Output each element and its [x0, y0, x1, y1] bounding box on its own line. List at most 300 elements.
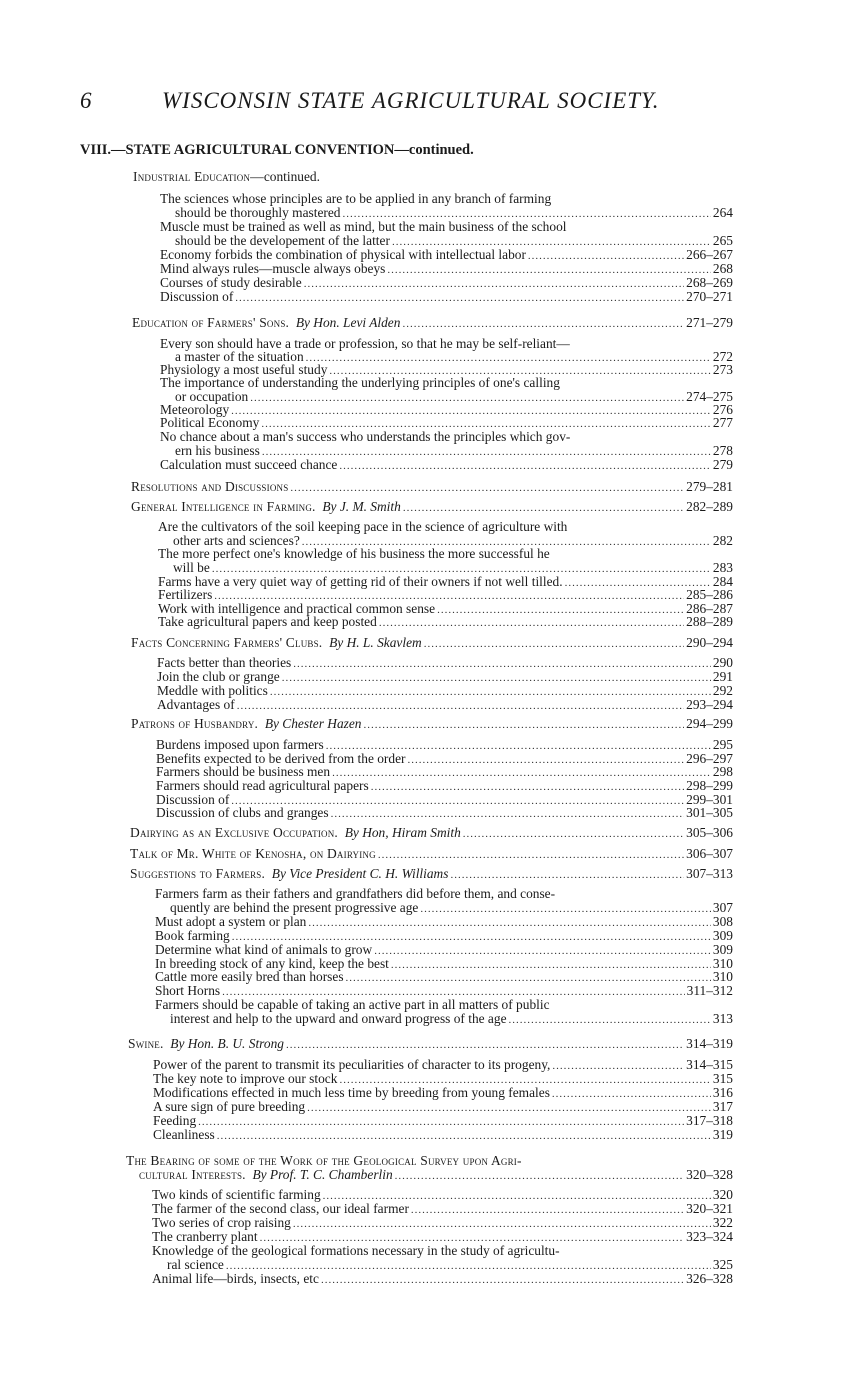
section-heading-continued: continued. [263, 169, 320, 184]
page-ref: 295 [712, 737, 733, 752]
toc-section-text [131, 717, 362, 731]
page-ref: 268–269 [686, 275, 733, 290]
dot-leader [235, 291, 684, 305]
toc-entry [155, 887, 733, 901]
page-ref: 315 [712, 1071, 733, 1086]
toc-entry-text [157, 670, 280, 684]
toc-entry-text [175, 444, 260, 458]
toc-entry-text [156, 765, 330, 779]
page-ref: 264 [712, 205, 733, 220]
page-ref: 308 [712, 914, 733, 929]
heading-space [265, 866, 272, 881]
toc-entry [153, 1128, 733, 1142]
toc-entry-text [155, 984, 220, 998]
entry-text: Feeding [153, 1113, 197, 1128]
toc-entry [170, 901, 733, 915]
page-ref: 291 [712, 669, 733, 684]
page-ref: 320–328 [686, 1167, 733, 1182]
entry-text: Join the club or grange [157, 669, 280, 684]
toc-entry-text [158, 615, 377, 629]
toc-entry [152, 1230, 733, 1244]
toc-entry-text [160, 262, 385, 276]
toc-entry [160, 416, 733, 430]
page-ref: 306–307 [686, 846, 733, 861]
page-ref: 271–279 [686, 315, 733, 330]
toc-entry [153, 1086, 733, 1100]
dot-leader [293, 1217, 711, 1231]
toc-entry-text [152, 1230, 258, 1244]
toc-entry-text [152, 1188, 321, 1202]
dot-leader [308, 916, 711, 930]
dot-leader [528, 249, 684, 263]
entry-text: Are the cultivators of the soil keeping pace in the science of agriculture with [158, 519, 568, 534]
page-ref: 319 [712, 1127, 733, 1142]
part-heading-label: VIII.—STATE AGRICULTURAL CONVENTION— [80, 142, 409, 158]
toc-entry [157, 684, 733, 698]
entry-text: Calculation must succeed chance [160, 457, 338, 472]
page-ref: 309 [712, 928, 733, 943]
page-ref: 282–289 [686, 499, 733, 514]
entry-text: Two kinds of scientific farming [152, 1187, 321, 1202]
entry-text: Farmers should be capable of taking an active part in all matters of public [155, 997, 550, 1012]
page-ref: 268 [712, 261, 733, 276]
toc-entry-text [170, 1012, 507, 1026]
toc-entry [156, 779, 733, 793]
page-ref: 307–313 [686, 866, 733, 881]
toc-entry [160, 192, 733, 206]
page-ref: 273 [712, 362, 733, 377]
page-ref: 320–321 [686, 1201, 733, 1216]
page-ref: 317–318 [686, 1113, 733, 1128]
toc-entry-text [157, 684, 268, 698]
toc-entry [158, 615, 733, 629]
dot-leader [395, 1169, 684, 1183]
section-heading: General Intelligence in Farming. [131, 499, 316, 514]
entry-text: The cranberry plant [152, 1229, 258, 1244]
dot-leader [424, 637, 684, 651]
toc-entry-text [160, 430, 570, 444]
page-ref: 283 [712, 560, 733, 575]
entry-text: Benefits expected to be derived from the order [156, 751, 406, 766]
section-author: By Hon. B. U. Strong [170, 1036, 284, 1051]
heading-space [258, 716, 265, 731]
page-ref: 282 [712, 533, 733, 548]
entry-text: a master of the situation [175, 349, 304, 364]
toc-entry [152, 1202, 733, 1216]
page-number: 6 [80, 88, 93, 113]
entry-text: The sciences whose principles are to be applied in any branch of farming [160, 191, 552, 206]
page-ref: 290 [712, 655, 733, 670]
section-author: By Hon, Hiram Smith [344, 825, 461, 840]
toc-entry [155, 998, 733, 1012]
entry-text: Work with intelligence and practical common sense [158, 601, 436, 616]
toc-entry-text [160, 248, 526, 262]
entry-text: Farmers farm as their fathers and grandfathers did before them, and conse- [155, 886, 556, 901]
page-ref: 272 [712, 349, 733, 364]
page-ref: 301–305 [686, 805, 733, 820]
entry-text: Mind always rules—muscle always obeys [160, 261, 386, 276]
toc-section [130, 867, 733, 881]
page-ref: 288–289 [686, 614, 733, 629]
toc-entry-text [157, 656, 291, 670]
entry-text: The more perfect one's knowledge of his business the more successful he [158, 546, 550, 561]
toc-entry [167, 1258, 733, 1272]
dot-leader [270, 685, 711, 699]
toc-section [132, 316, 733, 330]
toc-section-text [139, 1168, 393, 1182]
toc-entry-text [155, 929, 230, 943]
page-ref: 309 [712, 942, 733, 957]
toc-entry-text [153, 1072, 337, 1086]
toc-section-text [130, 826, 461, 840]
toc-entry-text [155, 998, 550, 1012]
dot-leader [332, 766, 711, 780]
toc-entry-text [175, 206, 341, 220]
toc-entry [155, 929, 733, 943]
dot-leader [403, 501, 684, 515]
toc-entry-text [175, 234, 390, 248]
dot-leader [509, 1013, 711, 1027]
dot-leader [387, 263, 711, 277]
entry-text: Farms have a very quiet way of getting rid of their owners if not well tilled. [158, 574, 563, 589]
entry-text: Meddle with politics [157, 683, 268, 698]
toc-entry [158, 520, 733, 534]
page-ref: 277 [712, 415, 733, 430]
dot-leader [286, 1038, 684, 1052]
toc-entry [152, 1216, 733, 1230]
section-heading: Suggestions to Farmers. [130, 866, 266, 881]
toc-entry-text [160, 220, 567, 234]
section-heading: Talk of Mr. White of Kenosha, on Dairying [130, 846, 376, 861]
toc-entry-text [153, 1058, 550, 1072]
toc-entry-text [158, 588, 212, 602]
section-heading: Facts Concerning Farmers' Clubs. [131, 635, 323, 650]
running-title: WISCONSIN STATE AGRICULTURAL SOCIETY. [162, 88, 660, 113]
toc-entry-text [158, 547, 550, 561]
entry-text: Farmers should be business men [156, 764, 331, 779]
dot-leader [237, 699, 684, 713]
section-author: By J. M. Smith [322, 499, 401, 514]
toc-entry-text [160, 376, 560, 390]
toc-entry [156, 806, 733, 820]
entry-text: Discussion of [156, 792, 230, 807]
toc-entry [156, 738, 733, 752]
entry-text: Modifications effected in much less time by breeding from young females [153, 1085, 550, 1100]
toc-entry-text [152, 1272, 319, 1286]
toc-entry [175, 444, 733, 458]
toc-entry-text [160, 458, 337, 472]
section-heading: Industrial Education— [133, 169, 264, 184]
page-ref: 310 [712, 969, 733, 984]
dot-leader [198, 1115, 684, 1129]
toc-entry-text [152, 1216, 291, 1230]
entry-text: Determine what kind of animals to grow [155, 942, 373, 957]
entry-text: Every son should have a trade or profession, so that he may be self-reliant— [160, 336, 570, 351]
entry-text: Courses of study desirable [160, 275, 302, 290]
page-ref: 276 [712, 402, 733, 417]
toc-entry-text [155, 943, 372, 957]
toc-section [139, 1168, 733, 1182]
dot-leader [217, 1129, 711, 1143]
dot-leader [374, 944, 711, 958]
toc-entry [160, 248, 733, 262]
toc-section-text [131, 636, 422, 650]
page-ref: 317 [712, 1099, 733, 1114]
entry-text: Discussion of clubs and granges [156, 805, 329, 820]
page-ref: 270–271 [686, 289, 733, 304]
entry-text: The key note to improve our stock [153, 1071, 338, 1086]
dot-leader [402, 317, 684, 331]
entry-text: The importance of understanding the underlying principles of one's calling [160, 375, 560, 390]
toc-section [131, 717, 733, 731]
page-ref: 310 [712, 956, 733, 971]
entry-text: should be thoroughly mastered [175, 205, 341, 220]
toc-entry [153, 1072, 733, 1086]
entry-text: Burdens imposed upon farmers [156, 737, 324, 752]
dot-leader [290, 481, 684, 495]
toc-entry-text [153, 1100, 305, 1114]
section-heading: Patrons of Husbandry. [131, 716, 259, 731]
toc-entry [160, 262, 733, 276]
toc-entry-text [160, 416, 259, 430]
entry-text: interest and help to the upward and onward progress of the age [170, 1011, 507, 1026]
toc-section-text [132, 316, 400, 330]
toc-entry-text [153, 1086, 550, 1100]
dot-leader [346, 971, 711, 985]
toc-section-text [128, 1037, 284, 1051]
entry-text: A sure sign of pure breeding [153, 1099, 306, 1114]
toc-entry [158, 547, 733, 561]
entry-text: ral science [167, 1257, 224, 1272]
page-ref: 279 [712, 457, 733, 472]
entry-text: Knowledge of the geological formations necessary in the study of agricultu- [152, 1243, 560, 1258]
dot-leader [339, 459, 711, 473]
entry-text: Book farming [155, 928, 230, 943]
toc-entry [175, 206, 733, 220]
entry-text: Two series of crop raising [152, 1215, 291, 1230]
toc-entry [155, 915, 733, 929]
toc-entry [173, 561, 733, 575]
entry-text: or occupation [175, 389, 249, 404]
toc-entry [155, 970, 733, 984]
page-ref: 313 [712, 1011, 733, 1026]
toc-entry-text [158, 575, 563, 589]
entry-text: Power of the parent to transmit its peculiarities of character to its progeny, [153, 1057, 551, 1072]
dot-leader [364, 718, 685, 732]
toc-section-text [131, 480, 288, 494]
toc-entry [160, 458, 733, 472]
toc-entry [153, 1114, 733, 1128]
dot-leader [331, 807, 685, 821]
toc-entry [153, 1058, 733, 1072]
section-heading: Education of Farmers' Sons. [132, 315, 290, 330]
toc-entry [160, 290, 733, 304]
toc-entry-text [153, 1114, 196, 1128]
entry-text: other arts and sciences? [173, 533, 300, 548]
dot-leader [552, 1059, 684, 1073]
toc-entry-text [160, 192, 551, 206]
dot-leader [371, 780, 684, 794]
page-ref: 298–299 [686, 778, 733, 793]
toc-section [133, 170, 733, 184]
toc-entry [157, 698, 733, 712]
dot-leader [552, 1087, 711, 1101]
section-author: By Chester Hazen [264, 716, 362, 731]
entry-text: No chance about a man's success who understands the principles which gov- [160, 429, 571, 444]
toc-entry [175, 390, 733, 404]
toc-section-text [130, 867, 448, 881]
toc-entry-text [157, 698, 235, 712]
page-ref: 266–267 [686, 247, 733, 262]
page-ref: 278 [712, 443, 733, 458]
entry-text: Facts better than theories [157, 655, 292, 670]
section-heading: Swine. [128, 1036, 164, 1051]
entry-text: Advantages of [157, 697, 235, 712]
toc-entry [160, 376, 733, 390]
toc-entry [157, 670, 733, 684]
page-ref: 323–324 [686, 1229, 733, 1244]
toc-entry [156, 765, 733, 779]
dot-leader [450, 868, 684, 882]
toc-section [131, 500, 733, 514]
dot-leader [304, 277, 684, 291]
page-ref: 299–301 [686, 792, 733, 807]
toc-entry-text [155, 915, 306, 929]
page-ref: 284 [712, 574, 733, 589]
toc-entry [155, 984, 733, 998]
page-ref: 296–297 [686, 751, 733, 766]
entry-text: Short Horns [155, 983, 221, 998]
toc-entry-text [155, 970, 344, 984]
running-head [80, 88, 680, 114]
page-ref: 279–281 [686, 479, 733, 494]
toc-section [131, 480, 733, 494]
page-ref: 314–319 [686, 1036, 733, 1051]
toc-section-text [131, 500, 401, 514]
page-ref: 290–294 [686, 635, 733, 650]
toc-entry-text [156, 806, 329, 820]
page-ref: 316 [712, 1085, 733, 1100]
page-ref: 274–275 [686, 389, 733, 404]
section-heading: cultural Interests. [139, 1167, 246, 1182]
toc-entry-text [153, 1128, 215, 1142]
toc-entry [160, 220, 733, 234]
toc-section-text [133, 170, 320, 184]
page-ref: 294–299 [686, 716, 733, 731]
entry-text: In breeding stock of any kind, keep the best [155, 956, 389, 971]
section-author: By H. L. Skavlem [329, 635, 422, 650]
toc-entry [175, 234, 733, 248]
page-ref: 314–315 [686, 1057, 733, 1072]
toc-entry [158, 575, 733, 589]
section-author: By Vice President C. H. Williams [271, 866, 449, 881]
section-heading: The Bearing of some of the Work of the Geological Survey upon Agri- [126, 1153, 522, 1168]
entry-text: Cattle more easily bred than horses [155, 969, 344, 984]
toc-entry [157, 656, 733, 670]
toc-section [128, 1037, 733, 1051]
section-author: By Hon. Levi Alden [295, 315, 401, 330]
part-heading [80, 142, 474, 159]
entry-text: Meteorology [160, 402, 230, 417]
part-heading-continued: continued. [408, 142, 474, 158]
entry-text: quently are behind the present progressive age [170, 900, 419, 915]
toc-entry [160, 430, 733, 444]
heading-space [338, 825, 345, 840]
page-ref: 322 [712, 1215, 733, 1230]
page-ref: 285–286 [686, 587, 733, 602]
dot-leader [282, 671, 711, 685]
toc-section [126, 1154, 733, 1168]
entry-text: Animal life—birds, insects, etc [152, 1271, 319, 1286]
page-ref: 293–294 [686, 697, 733, 712]
section-heading: Dairying as an Exclusive Occupation. [130, 825, 339, 840]
toc-entry [158, 588, 733, 602]
dot-leader [463, 827, 684, 841]
entry-text: should be the developement of the latter [175, 233, 390, 248]
entry-text: Political Economy [160, 415, 260, 430]
entry-text: ern his business [175, 443, 260, 458]
entry-text: Economy forbids the combination of physical with intellectual labor [160, 247, 526, 262]
page-ref: 326–328 [686, 1271, 733, 1286]
toc-entry [153, 1100, 733, 1114]
toc-entry-text [167, 1258, 224, 1272]
dot-leader [293, 657, 711, 671]
toc-entry [155, 943, 733, 957]
heading-space [289, 315, 296, 330]
page-ref: 292 [712, 683, 733, 698]
page-ref: 320 [712, 1187, 733, 1202]
toc-entry-text [160, 290, 233, 304]
toc-section [130, 847, 733, 861]
toc-entry-text [156, 738, 324, 752]
dot-leader [378, 848, 684, 862]
toc-entry-text [152, 1202, 409, 1216]
dot-leader [307, 1101, 711, 1115]
entry-text: Fertilizers [158, 587, 213, 602]
entry-text: Discussion of [160, 289, 234, 304]
toc-entry-text [158, 520, 567, 534]
toc-section [131, 636, 733, 650]
toc-entry [152, 1188, 733, 1202]
dot-leader [321, 1273, 684, 1287]
dot-leader [420, 902, 711, 916]
entry-text: Physiology a most useful study [160, 362, 328, 377]
toc-section-text [126, 1154, 522, 1168]
entry-text: Must adopt a system or plan [155, 914, 307, 929]
entry-text: Muscle must be trained as well as mind, but the main business of the school [160, 219, 567, 234]
toc-entry-text [170, 901, 418, 915]
dot-leader [379, 616, 684, 630]
entry-text: The farmer of the second class, our ideal farmer [152, 1201, 409, 1216]
toc-entry [160, 276, 733, 290]
page-ref: 325 [712, 1257, 733, 1272]
page-ref: 311–312 [686, 983, 733, 998]
section-author: By Prof. T. C. Chamberlin [252, 1167, 393, 1182]
page-ref: 307 [712, 900, 733, 915]
toc-section-text [130, 847, 376, 861]
section-heading: Resolutions and Discussions [131, 479, 289, 494]
entry-text: Cleanliness [153, 1127, 215, 1142]
toc-section [130, 826, 733, 840]
toc-entry [170, 1012, 733, 1026]
toc-entry [152, 1272, 733, 1286]
toc-entry [152, 1244, 733, 1258]
toc-entry-text [156, 779, 369, 793]
toc-entry-text [160, 276, 302, 290]
toc-entry-text [173, 561, 210, 575]
entry-text: Farmers should read agricultural papers [156, 778, 369, 793]
page-ref: 305–306 [686, 825, 733, 840]
